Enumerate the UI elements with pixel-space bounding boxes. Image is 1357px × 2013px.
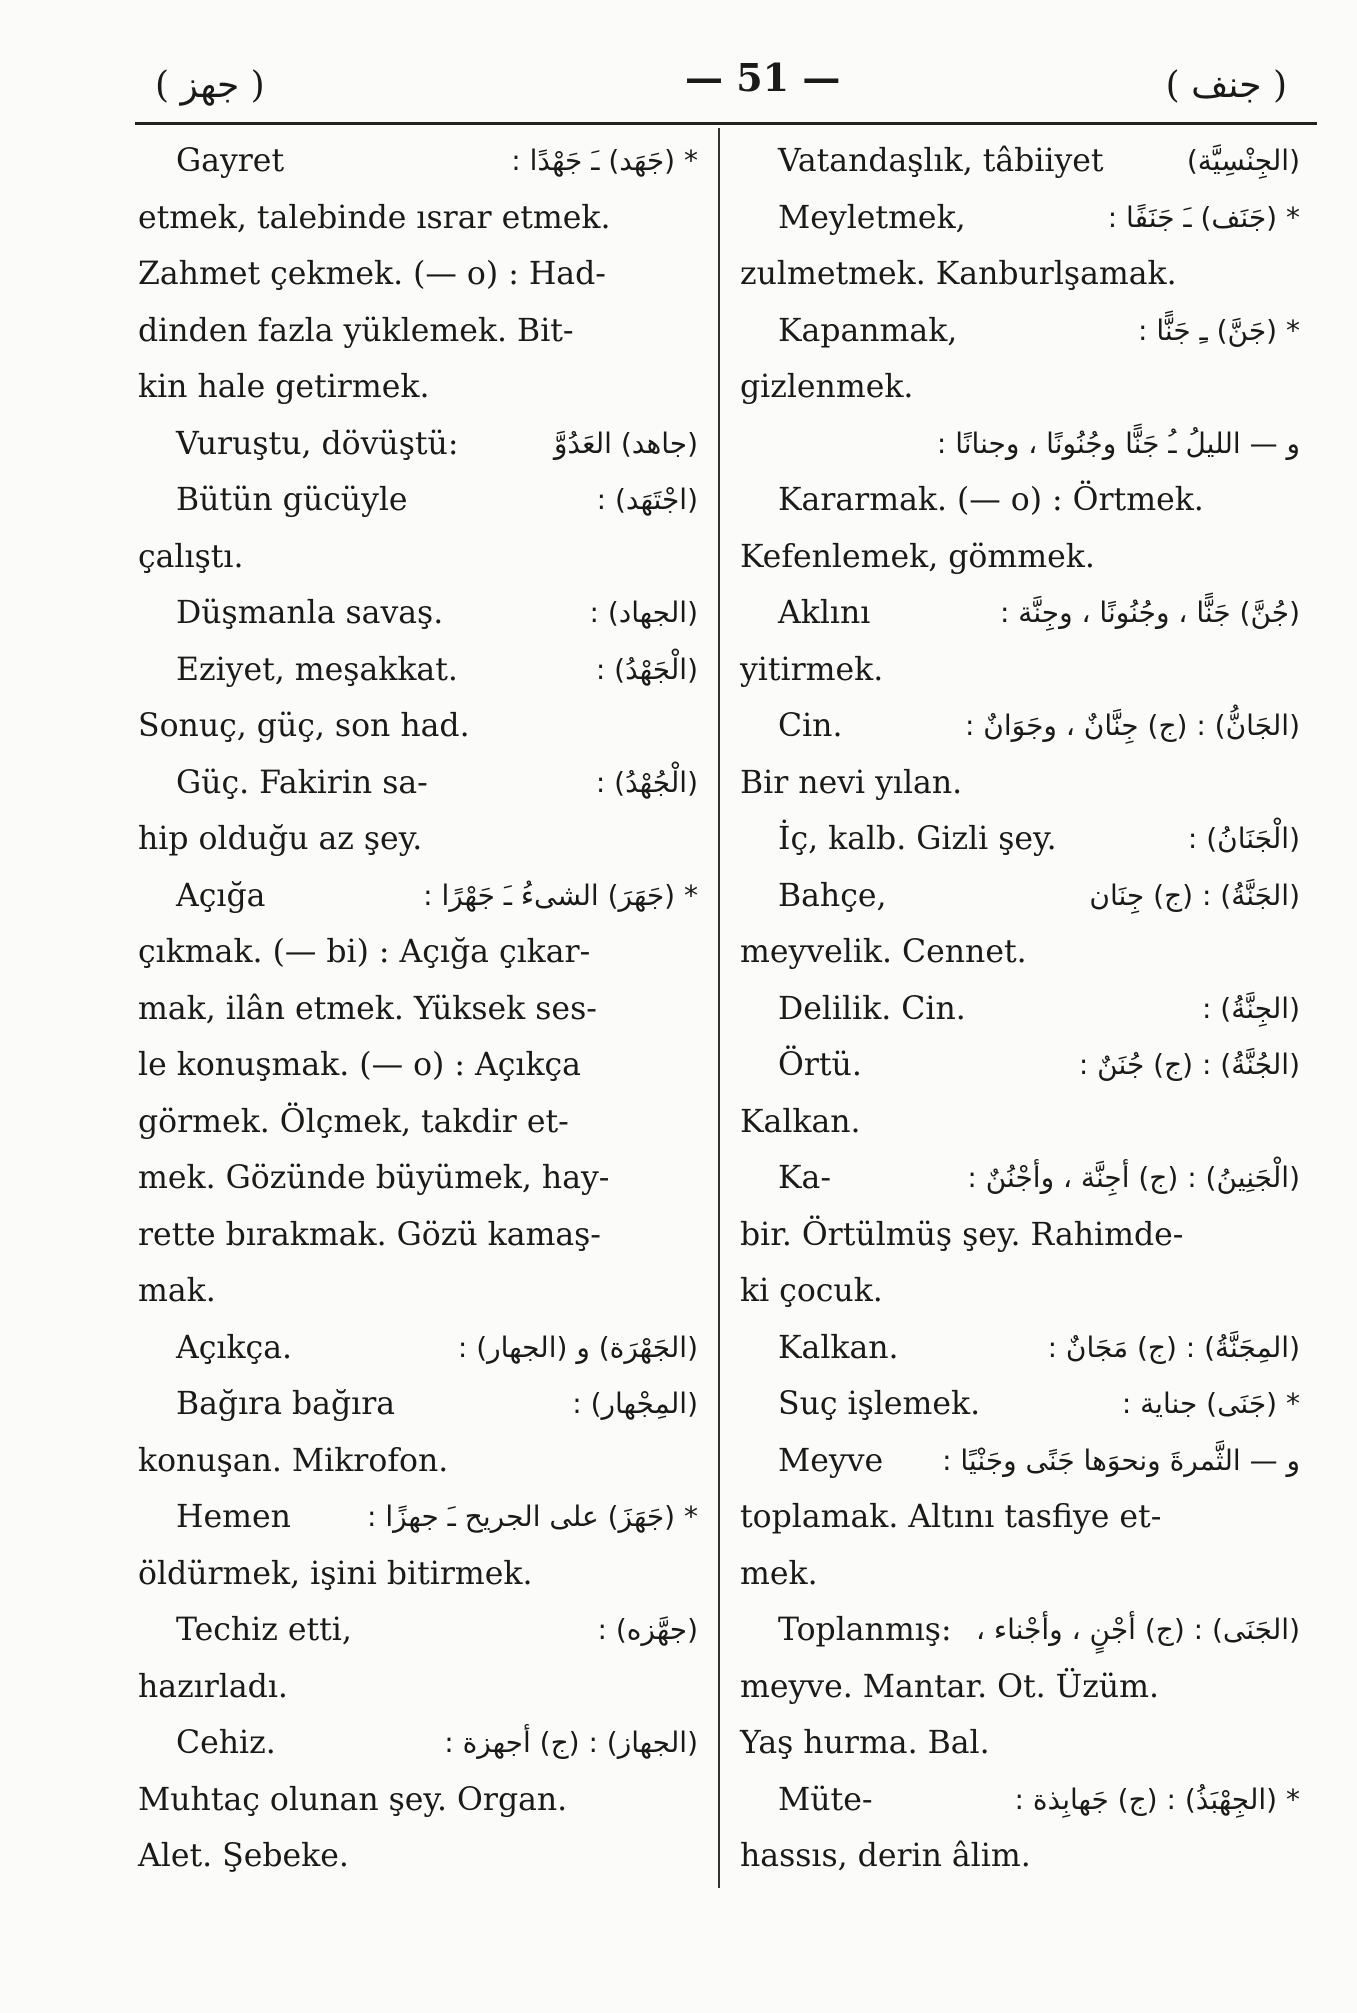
- entry-turkish-text: hassıs, derin âlim.: [740, 1838, 1031, 1874]
- entry-turkish-text: görmek. Ölçmek, takdir et-: [138, 1103, 569, 1140]
- entry-line: [740, 359, 1300, 416]
- entry-arabic-headword: (الْجَهْدُ) :: [595, 652, 698, 686]
- entry-line: [740, 868, 1300, 925]
- entry-arabic-headword: (الجهاد) :: [589, 596, 698, 629]
- entry-line: [740, 924, 1300, 981]
- entry-arabic-headword: * (جَنَى) جناية :: [1121, 1387, 1300, 1420]
- entry-line: [138, 359, 698, 416]
- entry-turkish-text: hip olduğu az şey.: [138, 821, 423, 857]
- right-column: [740, 133, 1300, 1885]
- entry-turkish-text: Açığa: [176, 877, 266, 914]
- entry-arabic-headword: (جهَّزه) :: [597, 1613, 698, 1646]
- entry-arabic-headword: و — الليلُ ـُ جَنًّا وجُنُونًا ، وجنانًا :: [936, 426, 1300, 460]
- header-rule: [135, 122, 1317, 125]
- entry-line: [740, 981, 1300, 1038]
- entry-turkish-text: Vatandaşlık, tâbiiyet: [778, 143, 1104, 179]
- entry-arabic-headword: * (جَهَرَ) الشىءُ ـَ جَهْرًا :: [423, 878, 698, 912]
- entry-turkish-text: Suç işlemek.: [778, 1386, 981, 1422]
- entry-arabic-headword: (جُنَّ) جَنًّا ، وجُنُونًا ، وجِنَّة :: [999, 596, 1300, 629]
- entry-turkish-text: Delilik. Cin.: [778, 990, 966, 1027]
- entry-line: [138, 1489, 698, 1546]
- entry-line: [740, 416, 1300, 473]
- entry-turkish-text: meyvelik. Cennet.: [740, 934, 1027, 970]
- entry-turkish-text: Örtü.: [778, 1047, 862, 1083]
- entry-arabic-headword: (الجَهْرَة) و (الجهار) :: [457, 1330, 698, 1364]
- entry-turkish-text: ki çocuk.: [740, 1273, 883, 1309]
- entry-line: [138, 981, 698, 1038]
- entry-turkish-text: zulmetmek. Kanburlşamak.: [740, 256, 1177, 292]
- entry-line: [138, 642, 698, 699]
- entry-line: [740, 1094, 1300, 1151]
- entry-arabic-headword: (الجَنَى) : (ج) أجْنٍ ، وأجْناء ،: [975, 1613, 1300, 1646]
- entry-turkish-text: Meyve: [778, 1442, 884, 1479]
- entry-turkish-text: kin hale getirmek.: [138, 369, 430, 405]
- entry-line: [740, 1207, 1300, 1264]
- entry-turkish-text: Kapanmak,: [778, 312, 958, 349]
- entry-turkish-text: gizlenmek.: [740, 369, 914, 405]
- entry-line: [740, 1828, 1300, 1885]
- entry-turkish-text: Techiz etti,: [176, 1612, 352, 1648]
- entry-line: [138, 133, 698, 190]
- entry-arabic-headword: (الجَانُّ) : (ج) جِنَّانٌ ، وجَوَانٌ :: [964, 709, 1300, 742]
- page-number: — 51 —: [685, 55, 841, 100]
- entry-line: [138, 811, 698, 868]
- entry-line: [740, 1037, 1300, 1094]
- entry-turkish-text: Aklını: [778, 595, 871, 631]
- entry-line: [740, 472, 1300, 529]
- entry-line: [740, 1715, 1300, 1772]
- entry-arabic-headword: (الْجَنِينُ) : (ج) أجِنَّة ، وأجْنُنٌ :: [967, 1161, 1300, 1194]
- entry-arabic-headword: (الْجَنَانُ) :: [1187, 822, 1300, 855]
- entry-turkish-text: Bütün gücüyle: [176, 482, 408, 518]
- entry-turkish-text: Düşmanla savaş.: [176, 595, 444, 631]
- entry-line: [138, 529, 698, 586]
- entry-turkish-text: Kararmak. (— o) : Örtmek.: [778, 482, 1204, 518]
- entry-turkish-text: mek. Gözünde büyümek, hay-: [138, 1160, 610, 1196]
- entry-line: [740, 642, 1300, 699]
- entry-turkish-text: etmek, talebinde ısrar etmek.: [138, 199, 611, 236]
- entry-turkish-text: çalıştı.: [138, 538, 244, 575]
- entry-turkish-text: Bir nevi yılan.: [740, 764, 963, 801]
- entry-line: [138, 1602, 698, 1659]
- entry-turkish-text: Alet. Şebeke.: [138, 1838, 349, 1874]
- entry-turkish-text: Kefenlemek, gömmek.: [740, 538, 1095, 575]
- entry-turkish-text: Açıkça.: [176, 1329, 292, 1366]
- entry-turkish-text: meyve. Mantar. Ot. Üzüm.: [740, 1668, 1159, 1705]
- entry-turkish-text: Ka-: [778, 1160, 831, 1196]
- entry-line: [740, 1376, 1300, 1433]
- left-column: [138, 133, 698, 1885]
- entry-line: [138, 1094, 698, 1151]
- entry-arabic-headword: (الجُنَّةُ) : (ج) جُنَنٌ :: [1078, 1048, 1300, 1081]
- entry-line: [740, 1433, 1300, 1490]
- entry-turkish-text: Cehiz.: [176, 1725, 276, 1761]
- entry-turkish-text: Bahçe,: [778, 877, 887, 914]
- entry-line: [138, 1150, 698, 1207]
- entry-turkish-text: Sonuç, güç, son had.: [138, 708, 470, 744]
- header-left-guide-word: ( جهز ): [155, 65, 265, 106]
- entry-turkish-text: Müte-: [778, 1781, 873, 1818]
- entry-turkish-text: Cin.: [778, 708, 843, 744]
- entry-turkish-text: rette bırakmak. Gözü kamaş-: [138, 1216, 601, 1253]
- entry-line: [138, 1659, 698, 1716]
- page-header: [135, 55, 1307, 125]
- entry-line: [740, 190, 1300, 247]
- entry-arabic-headword: (الجهاز) : (ج) أجهزة :: [444, 1726, 698, 1759]
- entry-arabic-headword: * (جَهَد) ـَ جَهْدًا :: [511, 144, 698, 177]
- entry-turkish-text: Toplanmış:: [778, 1612, 952, 1648]
- entry-arabic-headword: (الجِنْسِيَّة): [1186, 144, 1300, 177]
- entry-line: [740, 1602, 1300, 1659]
- entry-turkish-text: Vuruştu, dövüştü:: [176, 425, 459, 462]
- entry-turkish-text: mek.: [740, 1555, 818, 1592]
- header-right-guide-word: ( جنف ): [1165, 65, 1287, 106]
- entry-arabic-headword: (الجَنَّةُ) : (ج) جِنَان: [1089, 878, 1300, 912]
- entry-line: [138, 1207, 698, 1264]
- entry-line: [138, 472, 698, 529]
- entry-turkish-text: öldürmek, işini bitirmek.: [138, 1555, 533, 1592]
- entry-line: [138, 1320, 698, 1377]
- entry-line: [138, 698, 698, 755]
- entry-line: [138, 1263, 698, 1320]
- entry-line: [740, 1659, 1300, 1716]
- entry-line: [740, 811, 1300, 868]
- entry-arabic-headword: و — الثَّمرةَ ونحوَها جَنًى وجَنْيًا :: [942, 1443, 1300, 1477]
- entry-line: [138, 1376, 698, 1433]
- entry-line: [138, 868, 698, 925]
- entry-line: [138, 924, 698, 981]
- entry-arabic-headword: * (جَنَف) ـَ جَنَفًا :: [1107, 200, 1300, 234]
- entry-line: [138, 585, 698, 642]
- entry-line: [138, 1715, 698, 1772]
- entry-arabic-headword: * (الجِهْبَذُ) : (ج) جَهابِذة :: [1014, 1782, 1300, 1816]
- entry-line: [138, 190, 698, 247]
- entry-line: [138, 1037, 698, 1094]
- entry-turkish-text: Eziyet, meşakkat.: [176, 651, 458, 688]
- entry-line: [138, 755, 698, 812]
- entry-line: [138, 246, 698, 303]
- entry-line: [740, 585, 1300, 642]
- entry-line: [138, 1433, 698, 1490]
- entry-turkish-text: Yaş hurma. Bal.: [740, 1725, 990, 1761]
- entry-turkish-text: yitirmek.: [740, 651, 884, 688]
- entry-arabic-headword: (الجِنَّةُ) :: [1201, 991, 1300, 1025]
- entry-turkish-text: Bağıra bağıra: [176, 1386, 396, 1422]
- entry-turkish-text: Kalkan.: [740, 1103, 861, 1140]
- entry-line: [740, 698, 1300, 755]
- entry-line: [740, 133, 1300, 190]
- entry-turkish-text: mak, ilân etmek. Yüksek ses-: [138, 990, 597, 1027]
- entry-arabic-headword: (المِجَنَّةُ) : (ج) مَجَانٌ :: [1047, 1330, 1300, 1364]
- entry-arabic-headword: (جاهد) العَدُوَّ: [553, 426, 698, 460]
- entry-turkish-text: çıkmak. (— bi) : Açığa çıkar-: [138, 934, 591, 970]
- entry-turkish-text: Zahmet çekmek. (— o) : Had-: [138, 256, 606, 292]
- column-divider: [718, 128, 720, 1888]
- entry-line: [138, 303, 698, 360]
- entry-turkish-text: Güç. Fakirin sa-: [176, 764, 428, 801]
- entry-line: [138, 1546, 698, 1603]
- entry-line: [740, 246, 1300, 303]
- entry-line: [740, 1546, 1300, 1603]
- entry-arabic-headword: (المِجْهار) :: [572, 1387, 698, 1420]
- entry-turkish-text: dinden fazla yüklemek. Bit-: [138, 312, 574, 349]
- entry-arabic-headword: (الْجُهْدُ) :: [595, 765, 698, 799]
- entry-turkish-text: Muhtaç olunan şey. Organ.: [138, 1781, 568, 1818]
- entry-turkish-text: Gayret: [176, 143, 285, 179]
- entry-arabic-headword: * (جَنَّ) ـِ جَنًّا :: [1138, 313, 1300, 347]
- entry-turkish-text: Kalkan.: [778, 1329, 899, 1366]
- entry-line: [740, 1489, 1300, 1546]
- entry-line: [740, 1150, 1300, 1207]
- entry-line: [138, 416, 698, 473]
- entry-line: [138, 1828, 698, 1885]
- entry-turkish-text: Hemen: [176, 1499, 291, 1535]
- entry-turkish-text: bir. Örtülmüş şey. Rahimde-: [740, 1216, 1184, 1253]
- entry-arabic-headword: (اجْتَهَد) :: [596, 483, 698, 516]
- entry-turkish-text: toplamak. Altını tasfiye et-: [740, 1499, 1162, 1535]
- entry-line: [740, 1263, 1300, 1320]
- entry-line: [740, 529, 1300, 586]
- entry-turkish-text: hazırladı.: [138, 1668, 288, 1705]
- entry-turkish-text: konuşan. Mikrofon.: [138, 1442, 449, 1479]
- entry-turkish-text: İç, kalb. Gizli şey.: [778, 821, 1057, 857]
- entry-arabic-headword: * (جَهَزَ) على الجريح ـَ جهزًا :: [366, 1500, 698, 1533]
- entry-turkish-text: Meyletmek,: [778, 199, 966, 236]
- entry-turkish-text: le konuşmak. (— o) : Açıkça: [138, 1047, 581, 1083]
- entry-line: [740, 1772, 1300, 1829]
- entry-line: [138, 1772, 698, 1829]
- entry-line: [740, 1320, 1300, 1377]
- entry-line: [740, 303, 1300, 360]
- entry-line: [740, 755, 1300, 812]
- entry-turkish-text: mak.: [138, 1273, 216, 1309]
